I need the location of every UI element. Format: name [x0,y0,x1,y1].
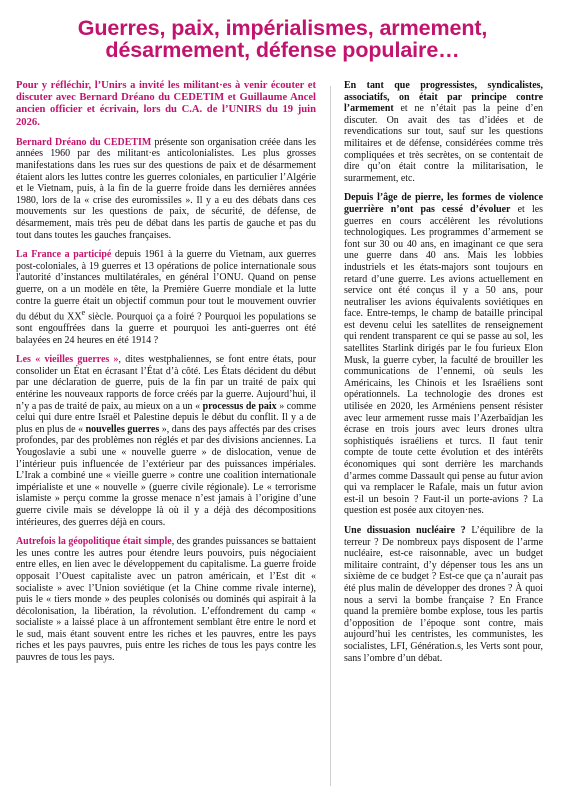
paragraph-lead: Depuis l’âge de pierre, les formes de violence guerrière n’ont pas cessé d’évoluer [344,192,543,215]
paragraph-france [16,249,316,346]
paragraph-text: et ne n’était pas la peine d’en discuter. On avait des tas d’idées et de revendications sur tout, sauf sur les questions militaires et de défense, considérées comme très compliquées et très secrètes, on se contentait de dire qu’on était contre la militarisation, le surarmement, etc. [344,103,543,184]
paragraph-text: et les guerres en cours accélèrent les révolutions technologiques. Les programmes d’armement se font sur 30 ou 40 ans, en imaginant ce que sera une guerre dans 40 ans. Mais les lobbies industriels et les états-majors sont toujours en retard d’une guerre. Les avions actuellement en service ont été conçus il y a 50 ans, pour neutraliser les avions équivalents soviétiques en face. Entre-temps, le champ de bataille principal est devenu celui les satellites de renseignement qui rendent transparent ce qui se passe au sol, les satellites Starlink dirigés par le fou furieux Elon Musk, la guerre cyber, la faculté de brouiller les communications de l’ennemi, où seuls les Américains, les Chinois et les Israéliens sont opérationnels. La technologie des drones est utilisée en 2020, les Arméniens pensent résister avec leur armement russe mais l’Azerbaïdjan les écrase en trois jours avec leurs drones ultra sophistiqués israéliens et turcs. Il faut tenir compte de toute cette évolution et des intérêts économiques qui sont derrière les marchands d’armes comme Dassault qui pense au futur avion qui va remplacer le Rafale, mais un futur avion est-il un besoin ? Faut-il un porte-avions ? La question est posée aux citoyen·nes. [344,203,543,517]
paragraph-vieilles-guerres [16,354,316,528]
bold-term: processus de paix [202,400,277,412]
paragraph-text: présente son organisation créée dans les années 1960 par des militant·es anticolonialistes. Les plus grosses manifestations dans les rues sur des questions de paix et de désarmement étaient alors les luttes contre les guerres coloniales, en particulier l’Algérie et le Vietnam, puis, à la fin de la guerre froide dans les dernières années 1980, lors de la « crise des euromissiles ». Il y a eu des débats dans ces mouvements sur les questions de paix, de sécurité, de défense, de désarmement, mais très peu de débat dans les partis de gauche et pas du tout dans toutes les gauches françaises. [16,136,316,241]
superscript: e [81,308,86,318]
right-column [344,80,543,672]
paragraph-text: , des grandes puissances se battaient les unes contre les autres pour étendre leurs pouvoirs, puis négociaient entre elles, en lien avec le développement du capitalisme. La guerre froide opposait l’Ouest capitaliste avec un patron américain, et l’Est dit « socialiste » avec l’Union soviétique (et la Chine comme rivale interne), puis le « tiers monde » des peuples colonisés ou dominés qui aspirait à la décolonisation, la libération, la révolution. L’effondrement du camp « socialiste » a laissé place à un affrontement semblant être entre le nord et le sud, mais étant souvent entre les riches et les pauvres, entre les pays riches et les pays pauvres, puis entre les riches de tous les pays contre les pauvres de tous les pays. [16,536,316,664]
paragraph-text: », dans des pays affectés par des crises profondes, par des problèmes non réglés et par des divisions anciennes. La Yougoslavie a subi une « nouvelle guerre » de dislocation, venue de l’intérieur puis influencée de l’extérieur par des puissances impériales. L’Irak a combiné une « vieille guerre » contre une coalition internationale impérialiste et une « nouvelle » (guerre civile régionale). Le « terrorisme islamiste » perçu comme la grosse menace n’est jamais à l’origine d’une guerre civile mais se développe là où il y a déjà des décompositions intérieures, des guerres déjà en cours. [16,423,317,528]
paragraph-text: depuis 1961 à la guerre du Vietnam, aux guerres post-coloniales, à 19 guerres et 13 opérations de police internationale sous l'autorité d’instances multilatérales, en général l’ONU. Quand on pense guerre, on a un modèle en tête, la Première Guerre mondiale et la lutte contre la guerre était un objectif commun pour tout le mouvement ouvrier du début du XX [16,249,316,323]
paragraph-age-de-pierre [344,192,543,517]
bold-term: nouvelles guerres [85,423,160,435]
paragraph-lead: En tant que progressistes, syndicalistes, associatifs, on était par principe contre l’armement [344,80,543,115]
left-column [16,80,316,672]
column-divider [330,86,331,786]
paragraph-geopolitique [16,536,316,664]
paragraph-lead: Autrefois la géopolitique était simple [16,536,172,548]
paragraph-text: , dites westphaliennes, se font entre états, pour consolider un État en écrasant l’État d’à côté. Les États décident du début par une déclaration de guerre, puis de la fin par un traité de paix qui entérine les nouveaux rapports de force créés par la guerre. Aujourd’hui, il n’y a pas de traité de paix, au mieux on a un « [16,354,317,412]
paragraph-lead: Les « vieilles guerres » [16,354,119,366]
paragraph-dreano [16,137,316,241]
paragraph-progressistes [344,80,543,184]
page-title: Guerres, paix, impérialismes, armement, désarmement, défense populaire… [77,16,488,62]
paragraph-text: siècle. Pourquoi ça a foiré ? Pourquoi les populations se sont engouffrées dans la guerre et pourquoi les anti-guerres ont été balayées en 24 heures en été 1914 ? [16,311,316,346]
paragraph-text: L’équilibre de la terreur ? De nombreux pays disposent de l’arme nucléaire, est-ce raisonnable, avec un budget militaire contraint, d’y dépenser tous les ans un sixième de ce budget ? Est-ce que ça n’aurait pas été plus malin de développer des drones ? À quoi nous a servi la bombe française ? En France quand la première bombe explose, tous les partis d’opposition de l’époque sont contre, mais aujourd’hui les centristes, les communistes, les socialistes, LFI, Génération.s, les Verts sont pour, sans l’ombre d’un débat. [344,524,544,664]
paragraph-lead: Une dissuasion nucléaire ? [344,524,466,536]
paragraph-text: » comme celui qui dure entre Israël et Palestine depuis le début du conflit. Il y a de plus en plus de « [16,400,316,435]
paragraph-dissuasion [344,525,543,664]
paragraph-lead: Bernard Dréano du CEDETIM [16,136,152,148]
paragraph-lead: La France a participé [16,249,112,261]
intro-paragraph: Pour y réfléchir, l’Unirs a invité les militant·es à venir écouter et discuter avec Bernard Dréano du CEDETIM et Guillaume Ancel ancien officier et écrivain, lors du C.A. de l’UNIRS du 19 juin 2026. [16,80,316,128]
